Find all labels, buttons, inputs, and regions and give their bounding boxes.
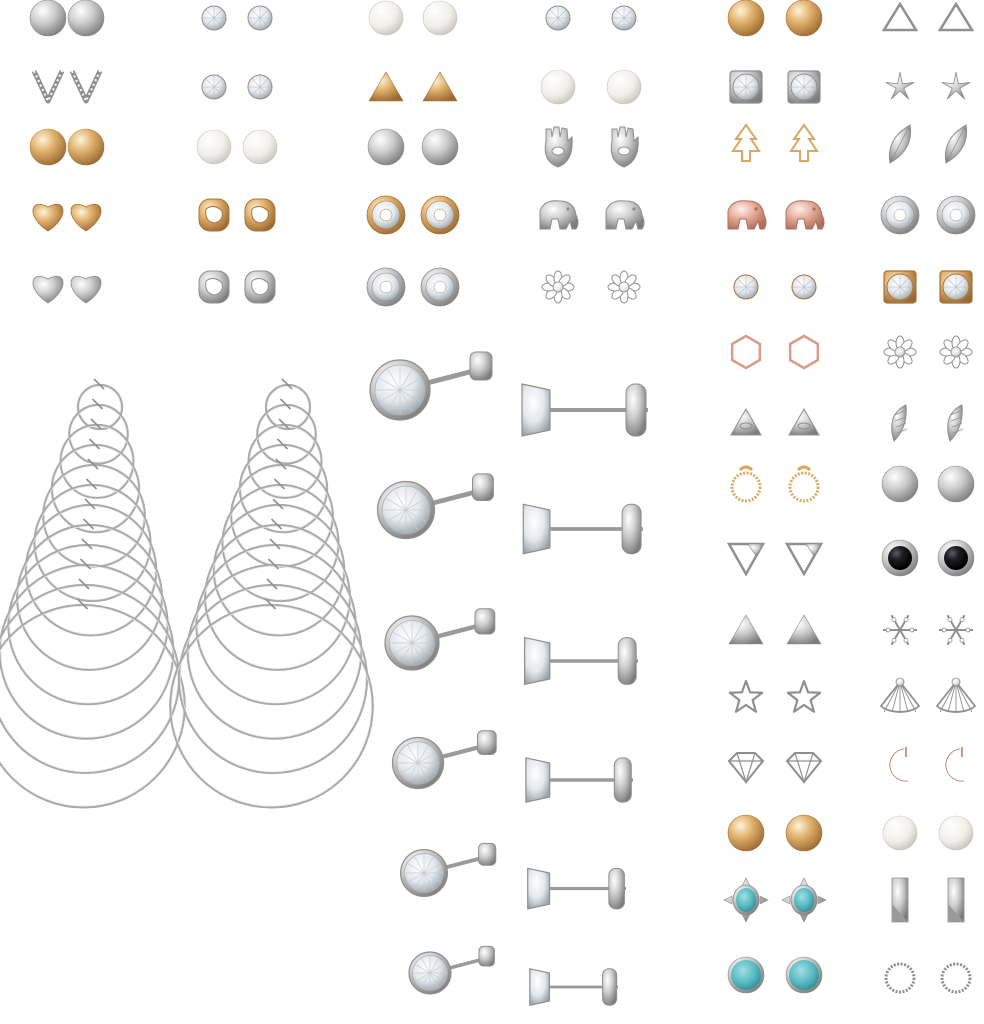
stud-grid	[30, 0, 975, 993]
earring-pair-stud	[202, 75, 272, 99]
earring-pair-turquoise-round	[728, 957, 822, 993]
cz-stud-pair	[401, 843, 626, 909]
earring-pair-hexagon	[732, 336, 818, 368]
earring-pair-twist	[199, 199, 275, 231]
earring-pair-stud	[202, 6, 272, 30]
earring-pair-heart	[33, 276, 101, 303]
earring-pair-hamsa	[545, 127, 638, 167]
earring-pair-halo	[367, 268, 459, 306]
earring-pair-flower	[884, 336, 972, 368]
earring-pair-elephant	[728, 201, 824, 229]
earring-pair-pearl	[197, 130, 277, 164]
cz-stud-pair	[370, 352, 648, 436]
hoop-earring	[8, 539, 167, 704]
earring-pair-ball	[368, 129, 458, 165]
cz-stud-pair	[393, 731, 634, 802]
cz-stud-pairs	[370, 352, 648, 1005]
earring-pair-wing	[892, 405, 963, 441]
earring-pair-v-bar	[34, 71, 100, 101]
earring-pair-triangle	[729, 615, 821, 644]
earring-pair-square-stud	[730, 71, 820, 103]
earring-pair-bar	[892, 878, 964, 922]
earring-pair-tree	[733, 125, 817, 161]
earring-pair-v-triangle	[729, 544, 821, 574]
earring-pair-leaf	[889, 125, 966, 163]
earring-pair-ball	[30, 0, 104, 36]
earring-pair-ball	[30, 129, 104, 165]
earring-pair-onyx	[882, 540, 974, 576]
earring-pair-turquoise-oval	[724, 878, 826, 922]
hoop-earrings	[0, 379, 373, 807]
earring-pair-triangle-outline	[884, 4, 972, 30]
earring-pair-ball	[728, 815, 822, 851]
earring-pair-stud	[734, 275, 816, 299]
earring-pair-ring	[732, 467, 818, 501]
earring-pair-square-stud	[884, 271, 972, 303]
earring-pair-star	[730, 681, 820, 712]
earring-pair-pearl	[369, 1, 457, 35]
earring-pair-moon	[890, 747, 964, 781]
earring-pair-pearl	[541, 70, 641, 104]
earring-pair-snowflake	[883, 615, 973, 644]
earring-pair-heart	[33, 204, 101, 231]
earring-pair-twist	[199, 271, 275, 303]
earring-pair-flower	[542, 271, 640, 303]
earring-pair-fan	[881, 678, 975, 712]
earring-pair-pearl	[883, 816, 973, 850]
hoop-earring	[205, 519, 350, 670]
earring-pair-elephant	[540, 201, 644, 229]
earring-pair-halo	[881, 196, 975, 234]
earring-pair-starfish	[886, 72, 971, 99]
earring-pair-stud	[546, 6, 636, 30]
earring-pair-diamond	[729, 753, 821, 782]
earring-pair-ball	[882, 466, 974, 502]
hoop-earring	[17, 519, 162, 670]
cz-stud-pair	[378, 474, 644, 554]
cz-stud-pair	[385, 609, 638, 685]
earring-pair-triangle	[369, 72, 457, 101]
earring-pair-ball	[728, 0, 822, 36]
cz-stud-pair	[409, 946, 618, 1005]
earring-pair-halo	[367, 196, 459, 234]
earring-pair-ring	[886, 964, 970, 992]
hoop-earring	[196, 539, 355, 704]
earring-pair-triangle-eye	[731, 409, 819, 435]
